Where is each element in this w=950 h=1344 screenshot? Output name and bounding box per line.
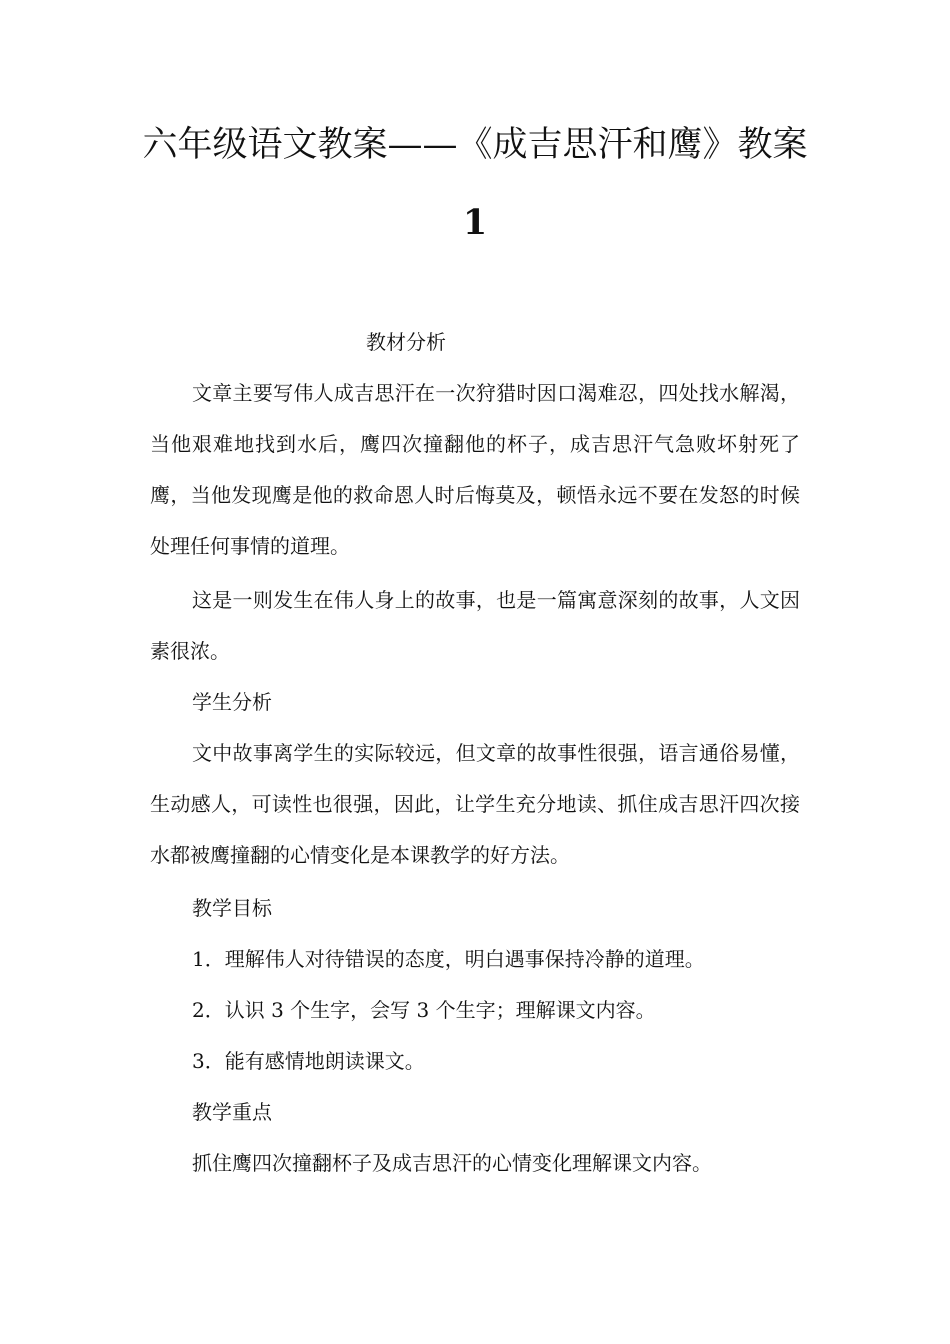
paragraph-material-analysis-1: 文章主要写伟人成吉思汗在一次狩猎时因口渴难忍，四处找水解渴，当他艰难地找到水后，鹰四次撞翻他的杯子，成吉思汗气急败坏射死了鹰，当他发现鹰是他的救命恩人时后悔莫及，顿悟永远不要在发怒的时候处理任何事情的道理。 <box>150 381 800 558</box>
list-item-goal-2: 2．认识 3 个生字，会写 3 个生字；理解课文内容。 <box>192 998 656 1022</box>
section-heading-teaching-goals: 教学目标 <box>192 896 272 920</box>
document-title: 六年级语文教案——《成吉思汗和鹰》教案 <box>142 125 808 165</box>
paragraph-material-analysis-2: 这是一则发生在伟人身上的故事，也是一篇寓意深刻的故事，人文因素很浓。 <box>150 588 800 663</box>
list-item-goal-1: 1．理解伟人对待错误的态度，明白遇事保持冷静的道理。 <box>192 947 705 971</box>
list-item-goal-3: 3．能有感情地朗读课文。 <box>192 1049 425 1073</box>
paragraph-teaching-focus: 抓住鹰四次撞翻杯子及成吉思汗的心情变化理解课文内容。 <box>192 1151 712 1175</box>
paragraph-student-analysis: 文中故事离学生的实际较远，但文章的故事性很强，语言通俗易懂，生动感人，可读性也很强，因此，让学生充分地读、抓住成吉思汗四次接水都被鹰撞翻的心情变化是本课教学的好方法。 <box>150 741 800 867</box>
section-heading-material-analysis: 教材分析 <box>366 330 446 354</box>
section-heading-teaching-focus: 教学重点 <box>192 1100 272 1124</box>
section-heading-student-analysis: 学生分析 <box>192 690 272 714</box>
document-title-number: 1 <box>462 202 488 243</box>
